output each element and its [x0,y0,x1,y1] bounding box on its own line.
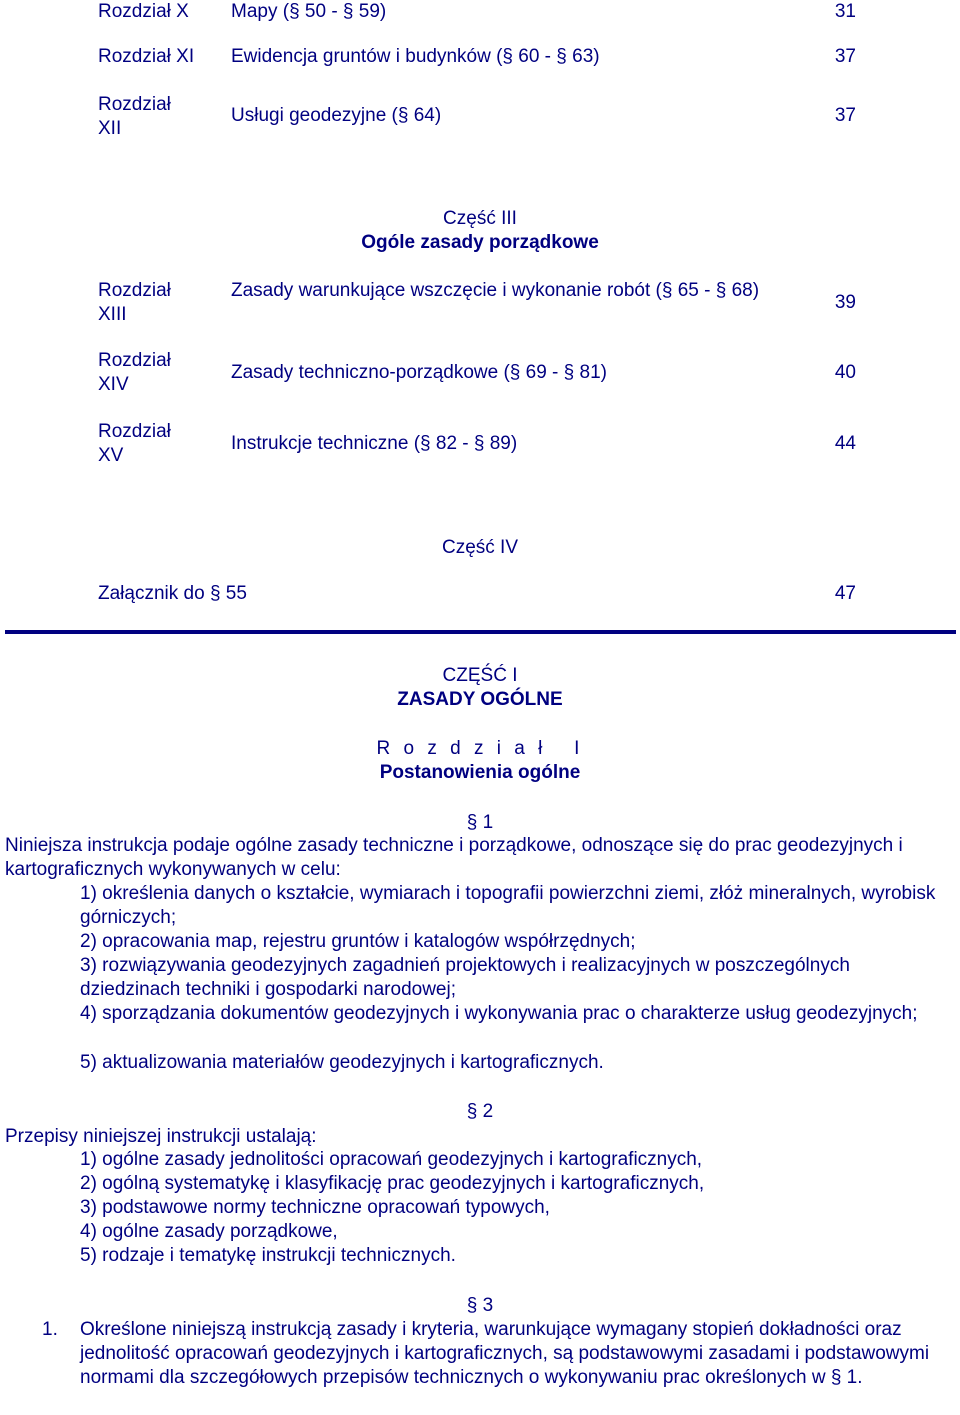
toc-title: Usługi geodezyjne (§ 64) [231,105,442,126]
list-item: 1) określenia danych o kształcie, wymiarach i topografii powierzchni ziemi, złóż mineralnych, wyrobisk górniczych; [80,883,936,928]
list-item: 3) podstawowe normy techniczne opracowań typowych, [80,1197,550,1218]
toc-title: Zasady techniczno-porządkowe (§ 69 - § 81) [231,362,607,383]
part-heading: CZĘŚĆ I [442,665,518,686]
part-3-label: Część III [443,208,517,229]
toc-page-number: 37 [834,46,856,67]
toc-chapter: Rozdział XII [98,94,171,139]
part-4-label: Część IV [441,537,519,558]
section-divider [5,630,956,634]
toc-chapter: Rozdział XIV [98,350,171,395]
toc-title: Zasady warunkujące wszczęcie i wykonanie robót (§ 65 - § 68) [231,280,760,301]
toc-page-number: 40 [834,362,856,383]
list-item: 2) opracowania map, rejestru gruntów i katalogów współrzędnych; [80,931,636,952]
section-mark: § 3 [466,1295,494,1316]
toc-title: Mapy (§ 50 - § 59) [231,1,387,22]
list-item: 5) rodzaje i tematykę instrukcji technicznych. [80,1245,456,1266]
annex-title: Załącznik do § 55 [98,583,247,604]
list-item: 4) sporządzania dokumentów geodezyjnych i wykonywania prac o charakterze usług geodezyjnych; [80,1003,918,1024]
part-title: ZASADY OGÓLNE [397,689,563,710]
chapter-heading: R o z d z i a ł I [376,738,584,759]
list-item: 1) ogólne zasady jednolitości opracowań geodezyjnych i kartograficznych, [80,1149,703,1170]
section-mark: § 2 [466,1101,494,1122]
list-item: 5) aktualizowania materiałów geodezyjnych i kartograficznych. [80,1052,604,1073]
toc-page-number: 31 [834,1,856,22]
toc-chapter: Rozdział XV [98,421,171,466]
section-mark: § 1 [466,812,494,833]
toc-page-number: 39 [834,292,856,313]
toc-title: Ewidencja gruntów i budynków (§ 60 - § 63) [231,46,600,67]
paragraph: Określone niniejszą instrukcją zasady i kryteria, warunkujące wymagany stopień dokładności oraz jednolitość opracowań geodezyjnych i kartograficznych, są podstawowymi zasadami i podstawowymi normami dla szczegółowych przepisów technicznych o wykonywaniu prac określonych w § 1. [80,1319,930,1388]
paragraph: Niniejsza instrukcja podaje ogólne zasady techniczne i porządkowe, odnoszące się do prac geodezyjnych i kartograficznych wykonywanych w celu: [5,835,903,880]
part-3-title: Ogóle zasady porządkowe [361,232,599,253]
toc-page-number: 47 [834,583,856,604]
paragraph: Przepisy niniejszej instrukcji ustalają: [5,1126,317,1147]
toc-page-number: 37 [834,105,856,126]
paragraph-number: 1. [42,1319,58,1340]
list-item: 4) ogólne zasady porządkowe, [80,1221,338,1242]
toc-chapter: Rozdział XI [98,46,195,67]
list-item: 2) ogólną systematykę i klasyfikację prac geodezyjnych i kartograficznych, [80,1173,705,1194]
toc-page-number: 44 [834,433,856,454]
toc-title: Instrukcje techniczne (§ 82 - § 89) [231,433,518,454]
toc-chapter: Rozdział XIII [98,280,171,325]
list-item: 3) rozwiązywania geodezyjnych zagadnień projektowych i realizacyjnych w poszczególnych dziedzinach techniki i gospodarki narodowej; [80,955,850,1000]
toc-chapter: Rozdział X [98,1,189,22]
chapter-title: Postanowienia ogólne [379,762,581,783]
